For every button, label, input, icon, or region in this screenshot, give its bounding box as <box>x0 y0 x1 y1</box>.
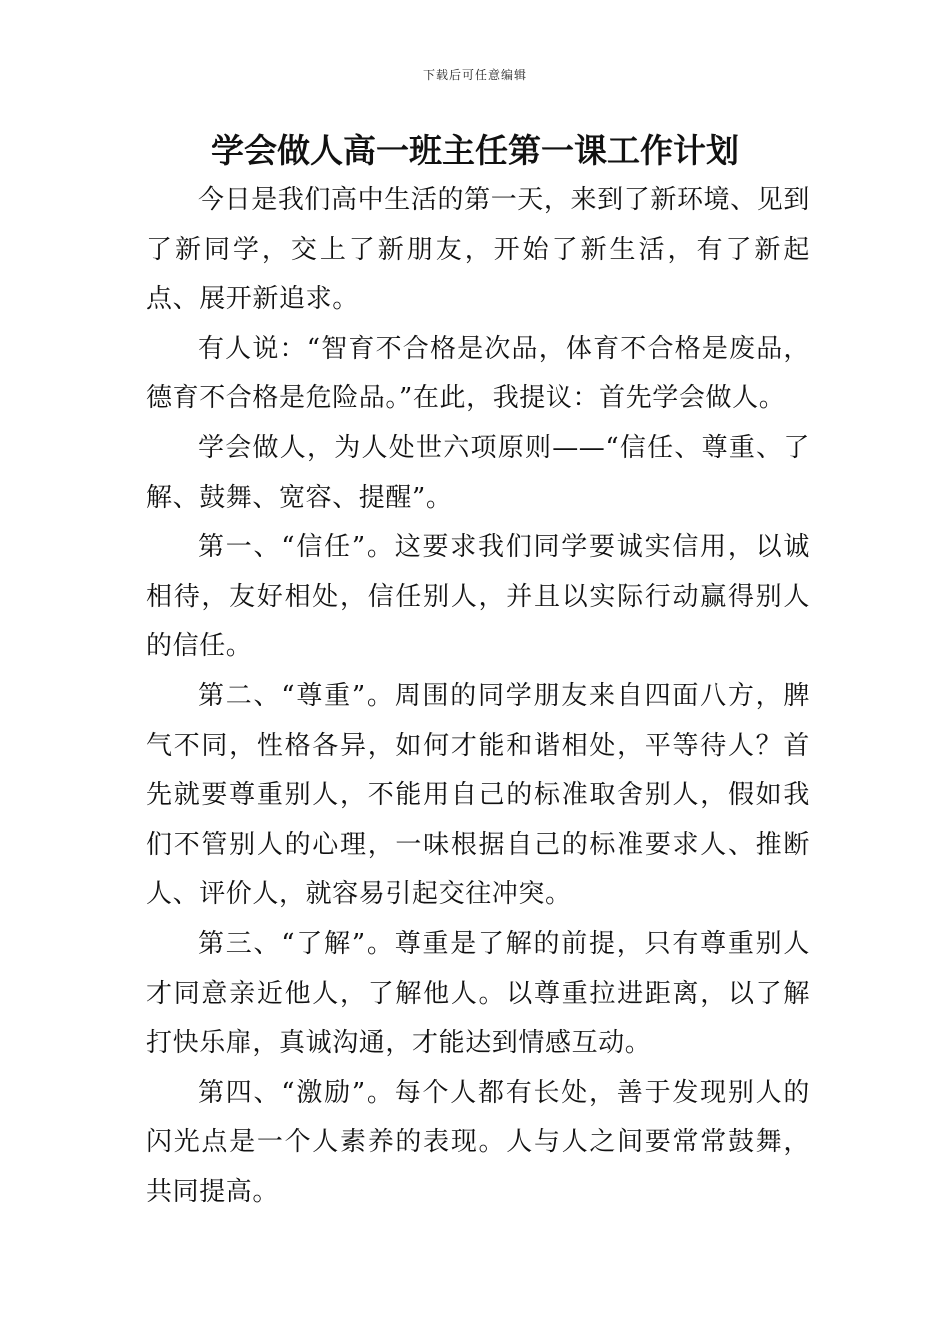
paragraph-trust: 第一、“信任”。这要求我们同学要诚实信用，以诚相待，友好相处，信任别人，并且以实际行动赢得别人的信任。 <box>146 532 810 662</box>
paragraph-respect: 第二、“尊重”。周围的同学朋友来自四面八方，脾气不同，性格各异，如何才能和谐相处，平等待人？首先就要尊重别人，不能用自己的标准取舍别人，假如我们不管别人的心理，一味根据自己的标准要求人、推断人、评价人，就容易引起交往冲突。 <box>146 680 810 910</box>
paragraph-quote: 有人说：“智育不合格是次品，体育不合格是废品，德育不合格是危险品。”在此，我提议：首先学会做人。 <box>146 333 810 414</box>
paragraph-principles: 学会做人，为人处世六项原则——“信任、尊重、了解、鼓舞、宽容、提醒”。 <box>146 432 810 513</box>
document-title: 学会做人高一班主任第一课工作计划 <box>211 131 739 170</box>
paragraph-encourage: 第四、“激励”。每个人都有长处，善于发现别人的闪光点是一个人素养的表现。人与人之间要常常鼓舞，共同提高。 <box>146 1077 810 1207</box>
header-note: 下载后可任意编辑 <box>422 68 527 82</box>
document-body <box>146 176 810 1217</box>
paragraph-understand: 第三、“了解”。尊重是了解的前提，只有尊重别人才同意亲近他人，了解他人。以尊重拉进距离，以了解打快乐扉，真诚沟通，才能达到情感互动。 <box>146 928 810 1059</box>
paragraph-intro: 今日是我们高中生活的第一天，来到了新环境、见到了新同学，交上了新朋友，开始了新生活，有了新起点、展开新追求。 <box>146 185 810 315</box>
